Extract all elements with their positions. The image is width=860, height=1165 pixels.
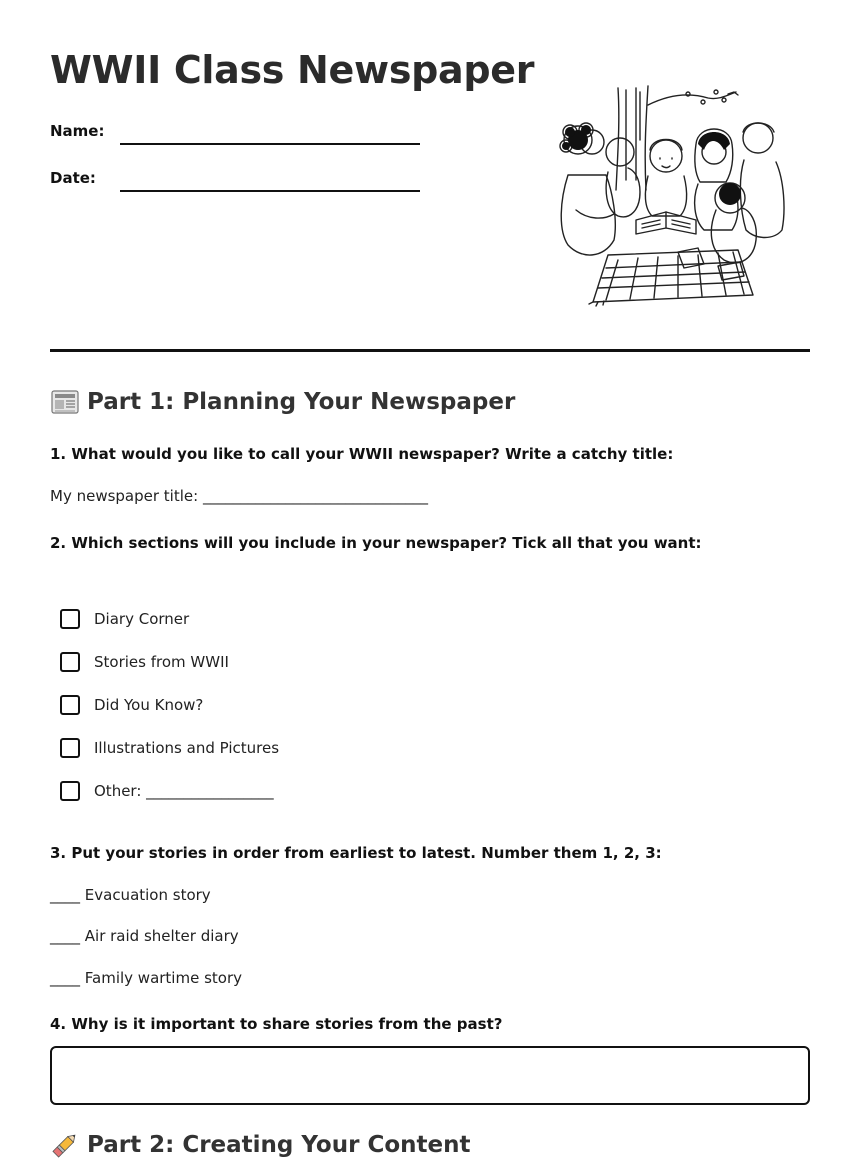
part2-heading [50,1131,470,1159]
question-3: 3. Put your stories in order from earliest to latest. Number them 1, 2, 3: [50,844,662,862]
answer-textbox[interactable] [50,1046,810,1105]
checklist-item[interactable] [60,769,279,812]
date-label: Date: [50,169,96,187]
pencil-icon [50,1131,80,1159]
checklist-item[interactable] [60,726,279,769]
question-1: 1. What would you like to call your WWII newspaper? Write a catchy title: [50,445,674,463]
order-item[interactable]: ____ Evacuation story [50,886,211,904]
checklist-item[interactable] [60,683,279,726]
checkbox-label: Diary Corner [94,609,190,628]
checkbox-label: Other: _________________ [94,781,274,800]
checkbox[interactable] [60,609,80,629]
checkbox-label: Did You Know? [94,695,204,714]
checkbox[interactable] [60,695,80,715]
name-field[interactable] [120,143,420,145]
newspaper-title-line[interactable]: My newspaper title: ______________________________ [50,487,428,505]
checklist-item[interactable] [60,640,279,683]
sections-checklist [60,597,279,812]
checklist-item[interactable] [60,597,279,640]
page-title: WWII Class Newspaper [50,48,535,92]
part2-heading-text: Part 2: Creating Your Content [87,1132,471,1158]
question-4: 4. Why is it important to share stories from the past? [50,1015,503,1033]
checkbox[interactable] [60,738,80,758]
order-item[interactable]: ____ Air raid shelter diary [50,927,239,945]
checkbox[interactable] [60,652,80,672]
checkbox[interactable] [60,781,80,801]
order-item[interactable]: ____ Family wartime story [50,969,243,987]
checkbox-label: Illustrations and Pictures [94,738,280,757]
part1-heading-text: Part 1: Planning Your Newspaper [87,389,516,415]
children-reading-under-tree-illustration [548,80,788,310]
header-divider [50,349,810,352]
question-2: 2. Which sections will you include in your newspaper? Tick all that you want: [50,534,702,552]
checkbox-label: Stories from WWII [94,652,229,671]
newspaper-icon [50,388,80,416]
date-field[interactable] [120,190,420,192]
name-label: Name: [50,122,105,140]
part1-heading [50,388,515,416]
